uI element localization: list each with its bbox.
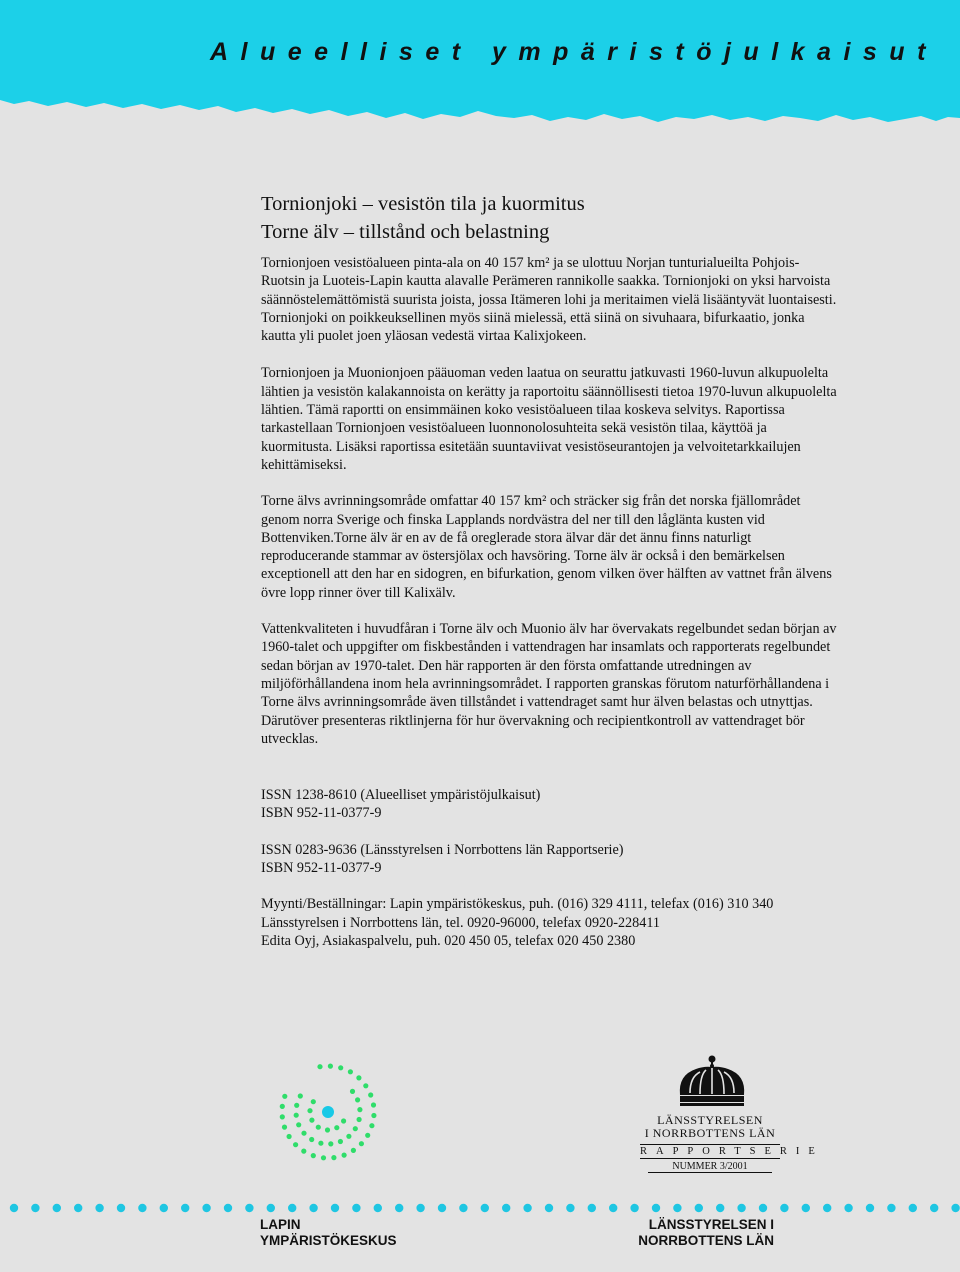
spiral-dot: [325, 1127, 330, 1132]
divider-dot: [309, 1204, 317, 1212]
lan-name-line1: LÄNSSTYRELSEN: [657, 1113, 763, 1127]
divider-dot: [780, 1204, 788, 1212]
spiral-dot: [371, 1102, 376, 1107]
lansstyrelsen-name: [640, 1114, 780, 1140]
report-number: NUMMER 3/2001: [648, 1161, 772, 1173]
spiral-dot: [341, 1118, 346, 1123]
divider-dot: [31, 1204, 39, 1212]
spiral-dot: [369, 1123, 374, 1128]
spiral-dot: [294, 1113, 299, 1118]
issn-1: ISSN 1238-8610 (Alueelliset ympäristöjulkaisut): [261, 787, 541, 804]
divider-dot: [374, 1204, 382, 1212]
contact-line: Edita Oyj, Asiakaspalvelu, puh. 020 450 05, telefax 020 450 2380: [261, 932, 636, 949]
spiral-dot: [334, 1125, 339, 1130]
divider-dot: [202, 1204, 210, 1212]
abstract-swedish-1: Torne älvs avrinningsområde omfattar 40 157 km² och sträcker sig från det norska fjällområdet genom norra Sverige och finska Lapplands nordvästra del ner till den låglänta kusten vid Bottenviken.Torne älv är en av de få oreglerade stora älvar där det ännu finns naturligt reproducerande stammar av östersjölax och havsöring. Torne älv är också i den bemärkelsen exceptionell att den har en sidogren, en bifurkation, genom vilken över hälften av vattnet från älvens övre lopp rinner över till Kalixälv.: [261, 493, 832, 601]
divider-dot: [481, 1204, 489, 1212]
spiral-dot: [331, 1155, 336, 1160]
spiral-dot: [298, 1093, 303, 1098]
spiral-dot: [309, 1137, 314, 1142]
spiral-dot: [346, 1134, 351, 1139]
spiral-dot: [287, 1134, 292, 1139]
divider-dot: [802, 1204, 810, 1212]
spiral-dot: [317, 1064, 322, 1069]
title-swedish: Torne älv – tillstånd och belastning: [261, 221, 550, 243]
spiral-dot: [368, 1092, 373, 1097]
divider-dot: [866, 1204, 874, 1212]
spiral-dot: [301, 1149, 306, 1154]
divider-dot: [823, 1204, 831, 1212]
spiral-dot: [328, 1141, 333, 1146]
lansstyrelsen-logo: [640, 1053, 824, 1173]
divider-dot: [267, 1204, 275, 1212]
divider-dot: [74, 1204, 82, 1212]
spiral-dot: [309, 1118, 314, 1123]
abstract-finnish-2: Tornionjoen ja Muonionjoen pääuoman veden laatua on seurattu jatkuvasti 1960-luvun alkupuolelta lähtien ja vesistön kalakannoista on kerätty ja raportoitu säännöllisesti tietoa 1970-luvun alkupuolelta lähtien. Tämä raportti on ensimmäinen koko vesistöalueen tilaa koskeva selvitys. Raportissa tarkastellaan Tornionjoen vesistöalueen luonnonolosuhteita sekä vesistön tilaa, käyttöä ja kuormitusta. Lisäksi raportissa esitetään suuntaviivat vesistöseurantojen ja velvoitetarkkailujen kehittämiseksi.: [261, 365, 837, 473]
divider-dot: [652, 1204, 660, 1212]
abstract-finnish-1: Tornionjoen vesistöalueen pinta-ala on 40 157 km² ja se ulottuu Norjan tunturialueilta Pohjois-Ruotsin ja Luoteis-Lapin kautta alavalle Perämeren rannikolle saakka. Tornionjoki on yksi harvoista säännöstelemättömistä suurista joista, jossa Itämeren lohi ja meritaimen vielä lisääntyvät luontaisesti. Tornionjoki on poikkeuksellinen myös siinä mielessä, että siinä on sivuhaara, bifurkaatio, jonka kautta yli puolet joen yläosan vedestä virtaa Kalixjokeen.: [261, 255, 837, 345]
spiral-dot: [365, 1133, 370, 1138]
lapin-spiral-logo: [276, 1062, 386, 1172]
spiral-dot: [316, 1125, 321, 1130]
divider-dot: [224, 1204, 232, 1212]
spiral-dot: [301, 1131, 306, 1136]
spiral-dot: [350, 1089, 355, 1094]
divider-dot: [759, 1204, 767, 1212]
divider-dot: [181, 1204, 189, 1212]
footer-lapin: [260, 1217, 397, 1249]
spiral-dot: [280, 1114, 285, 1119]
spiral-dot: [328, 1064, 333, 1069]
divider-dot: [117, 1204, 125, 1212]
series-title: Alueelliset ympäristöjulkaisut: [210, 38, 938, 66]
divider-dot: [716, 1204, 724, 1212]
abstract-swedish-2: Vattenkvaliteten i huvudfåran i Torne älv och Muonio älv har övervakats regelbundet sedan början av 1960-talet och uppgifter om fiskbestånden i vattendragen har insamlats och rapporterats regelbundet sedan början av 1970-talet. Den här rapporten är den första omfattande utredningen av miljöförhållandena inom hela avrinningsområdet. I rapporten granskas förutom naturförhållandena i Torne älvs avrinningsområde även tillståndet i vattendraget samt hur älven belastas och utnyttjas. Därutöver presenteras riktlinjerna för hur övervakning och recipientkontroll av vattendraget bör utvecklas.: [261, 621, 837, 747]
spiral-dot: [293, 1142, 298, 1147]
crown-icon: [640, 1053, 780, 1109]
spiral-dot: [342, 1153, 347, 1158]
footer-lapin-line2: YMPÄRISTÖKESKUS: [260, 1233, 397, 1248]
divider-dot: [930, 1204, 938, 1212]
divider-dot: [695, 1204, 703, 1212]
divider-dot: [844, 1204, 852, 1212]
main-content: [261, 190, 841, 950]
isbn-1: ISBN 952-11-0377-9: [261, 805, 382, 822]
spiral-dot: [356, 1075, 361, 1080]
divider-dot: [416, 1204, 424, 1212]
divider-dot: [523, 1204, 531, 1212]
divider-dot: [95, 1204, 103, 1212]
spiral-dot: [311, 1099, 316, 1104]
spiral-dot: [351, 1148, 356, 1153]
spiral-dot: [338, 1139, 343, 1144]
header-banner: [0, 0, 960, 140]
dotted-divider: [0, 1200, 960, 1216]
footer-lansstyrelsen: [638, 1217, 774, 1249]
issn-block-1: [261, 786, 841, 823]
divider-dot: [352, 1204, 360, 1212]
divider-dot: [438, 1204, 446, 1212]
spiral-dot: [282, 1094, 287, 1099]
lan-name-line2: I NORRBOTTENS LÄN: [644, 1126, 776, 1140]
spiral-dot: [307, 1108, 312, 1113]
issn-2: ISSN 0283-9636 (Länsstyrelsen i Norrbottens län Rapportserie): [261, 841, 624, 858]
divider-dot: [737, 1204, 745, 1212]
divider-dot: [10, 1204, 18, 1212]
divider-dot: [566, 1204, 574, 1212]
divider-dot: [160, 1204, 168, 1212]
issn-block-2: [261, 841, 841, 878]
divider-dot: [909, 1204, 917, 1212]
contact-line: Myynti/Beställningar: Lapin ympäristökeskus, puh. (016) 329 4111, telefax (016) 310 340: [261, 896, 774, 913]
footer-lan-line1: LÄNSSTYRELSEN I: [648, 1217, 774, 1232]
divider-dot: [288, 1204, 296, 1212]
spiral-dot: [296, 1122, 301, 1127]
spiral-dot: [348, 1069, 353, 1074]
divider-dot: [331, 1204, 339, 1212]
spiral-dot: [353, 1126, 358, 1131]
spiral-dot: [357, 1117, 362, 1122]
divider-dot: [245, 1204, 253, 1212]
spiral-dot: [318, 1141, 323, 1146]
footer-lapin-line1: LAPIN: [260, 1217, 301, 1232]
divider-dot: [887, 1204, 895, 1212]
order-contacts: [261, 895, 841, 950]
isbn-2: ISBN 952-11-0377-9: [261, 860, 382, 877]
divider-dot: [630, 1204, 638, 1212]
divider-dot: [588, 1204, 596, 1212]
spiral-dot: [371, 1113, 376, 1118]
divider-dot: [951, 1204, 959, 1212]
spiral-dot: [280, 1104, 285, 1109]
divider-dot: [673, 1204, 681, 1212]
title-finnish: Tornionjoki – vesistön tila ja kuormitus: [261, 193, 585, 215]
spiral-dot: [294, 1103, 299, 1108]
spiral-dot: [321, 1155, 326, 1160]
spiral-dot: [357, 1107, 362, 1112]
divider-dot: [545, 1204, 553, 1212]
divider-dot: [395, 1204, 403, 1212]
rapportserie-label: RAPPORTSERIE: [640, 1146, 824, 1157]
spiral-dot: [282, 1125, 287, 1130]
spiral-dot: [311, 1153, 316, 1158]
divider-dot: [502, 1204, 510, 1212]
divider-dot: [459, 1204, 467, 1212]
spiral-dot: [338, 1065, 343, 1070]
spiral-dot: [363, 1083, 368, 1088]
spiral-dot: [355, 1097, 360, 1102]
divider-dot: [53, 1204, 61, 1212]
title-block: [261, 190, 841, 246]
divider-dot: [609, 1204, 617, 1212]
footer-lan-line2: NORRBOTTENS LÄN: [638, 1233, 774, 1248]
spiral-dot: [359, 1141, 364, 1146]
contact-line: Länsstyrelsen i Norrbottens län, tel. 0920-96000, telefax 0920-228411: [261, 914, 661, 931]
divider-dot: [138, 1204, 146, 1212]
